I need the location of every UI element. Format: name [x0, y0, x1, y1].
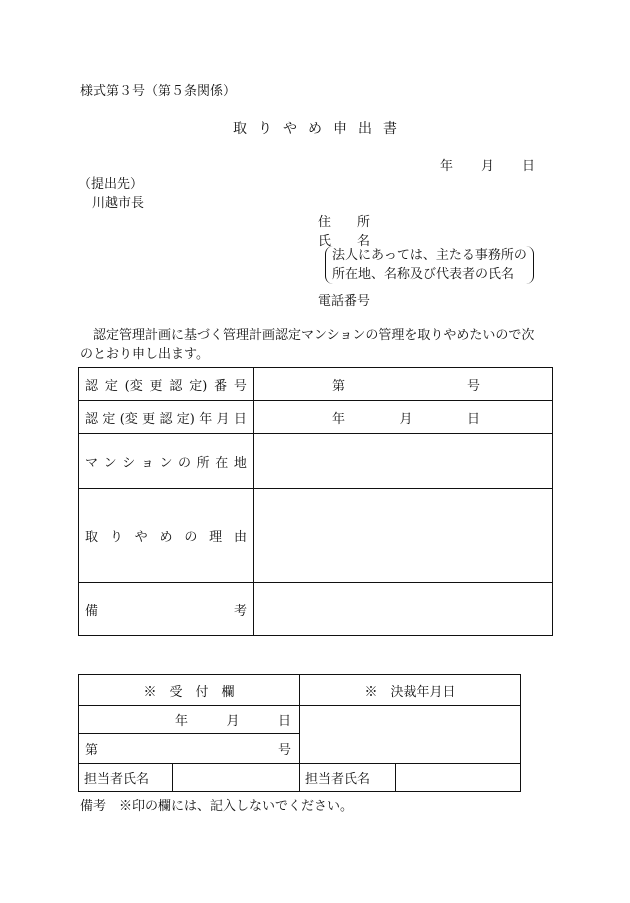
reception-header: ※ 受 付 欄: [79, 675, 300, 706]
certification-date-field[interactable]: 年 月 日: [254, 401, 553, 434]
remarks-label: 備 考: [79, 583, 254, 636]
table-row: [79, 489, 553, 583]
name-label-char: 氏: [318, 234, 332, 249]
table-row: [79, 764, 521, 792]
corporation-note-line: 法人にあっては、主たる事務所の: [332, 248, 527, 263]
table-row: [79, 583, 553, 636]
number-suffix: 号: [466, 378, 480, 394]
table-row: [79, 675, 521, 706]
number-prefix: 第: [332, 378, 346, 394]
date-day-label: 日: [522, 159, 536, 174]
table-row: [79, 706, 521, 734]
application-table: [78, 367, 553, 636]
body-text-line: のとおり申し出ます。: [80, 347, 209, 362]
reception-number-field[interactable]: 第 号: [79, 734, 300, 764]
table-row: [79, 401, 553, 434]
reception-staff-field[interactable]: [173, 764, 300, 792]
certification-number-field[interactable]: [254, 368, 553, 401]
corporation-note-line: 所在地、名称及び代表者の氏名: [332, 267, 515, 282]
recipient-label: （提出先）: [78, 177, 144, 192]
phone-label: 電話番号: [318, 294, 371, 309]
reception-staff-label: 担当者氏名: [79, 764, 173, 792]
address-label-char: 所: [357, 215, 371, 230]
office-use-table: [78, 674, 521, 792]
footnote: 備考 ※印の欄には、記入しないでください。: [80, 799, 354, 814]
certification-date-label: 認 定 (変 更 認 定) 年 月 日: [79, 401, 254, 434]
body-text: [80, 326, 534, 364]
name-label-char: 名: [357, 234, 371, 249]
withdrawal-reason-label: 取 り や め の 理 由: [79, 489, 254, 583]
certification-number-label: 認 定 (変 更 認 定) 番 号: [79, 368, 254, 401]
withdrawal-reason-field[interactable]: [254, 489, 553, 583]
reception-date-field[interactable]: 年 月 日: [79, 706, 300, 734]
table-row: [79, 368, 553, 401]
corporation-note: [325, 246, 534, 284]
address-label: [318, 211, 370, 230]
date-month-label: 月: [481, 159, 495, 174]
mansion-location-field[interactable]: [254, 434, 553, 489]
decision-date-field[interactable]: [300, 706, 521, 764]
document-title: 取りやめ申出書: [233, 121, 408, 137]
mansion-location-label: マ ン シ ョ ン の 所 在 地: [79, 434, 254, 489]
form-number: 様式第３号（第５条関係）: [80, 84, 237, 99]
decision-date-header: ※ 決裁年月日: [300, 675, 521, 706]
remarks-field[interactable]: [254, 583, 553, 636]
decision-staff-label: 担当者氏名: [300, 764, 396, 792]
date-year-label: 年: [440, 159, 454, 174]
recipient-name: 川越市長: [92, 196, 145, 211]
body-text-line: 認定管理計画に基づく管理計画認定マンションの管理を取りやめたいので次: [93, 328, 535, 343]
decision-staff-field[interactable]: [396, 764, 521, 792]
table-row: [79, 434, 553, 489]
address-label-char: 住: [318, 215, 332, 230]
